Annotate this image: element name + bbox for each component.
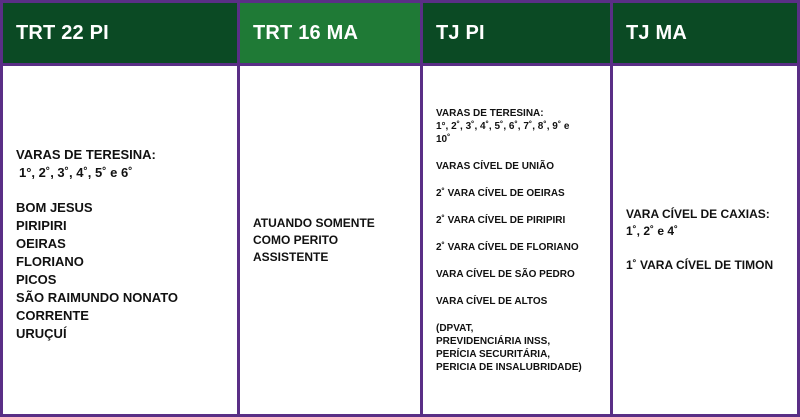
- note-line: PERÍCIA SECURITÁRIA,: [436, 348, 551, 360]
- column-header: TRT 16 MA: [240, 3, 420, 66]
- coverage-table: [3, 3, 797, 414]
- list-item: PICOS: [16, 271, 57, 287]
- column-tj-pi: [423, 3, 613, 414]
- text-line: COMO PERITO: [253, 232, 339, 247]
- note-line: PREVIDENCIÁRIA INSS,: [436, 335, 551, 347]
- list-item: FLORIANO: [16, 253, 84, 269]
- varas-title: VARAS DE TERESINA:: [16, 146, 156, 162]
- vara-title: VARA CÍVEL DE CAXIAS:: [626, 207, 770, 221]
- list-item: VARA CÍVEL DE SÃO PEDRO: [436, 268, 575, 280]
- column-trt-22-pi: [3, 3, 240, 414]
- column-body: [613, 66, 797, 414]
- varas-numbers: 1°, 2˚, 3˚, 4˚, 5˚ e 6˚: [19, 164, 133, 180]
- text-line: ATUANDO SOMENTE: [253, 215, 375, 230]
- list-item: PIRIPIRI: [16, 217, 67, 233]
- note-line: PERICIA DE INSALUBRIDADE): [436, 361, 582, 373]
- list-item: 2˚ VARA CÍVEL DE FLORIANO: [436, 241, 579, 253]
- column-body: [423, 66, 610, 414]
- text-line: ASSISTENTE: [253, 249, 329, 264]
- note-line: (DPVAT,: [436, 322, 474, 334]
- varas-title: VARAS DE TERESINA:: [436, 107, 544, 119]
- varas-numbers: 1°, 2˚, 3˚, 4˚, 5˚, 6˚, 7˚, 8˚, 9˚ e: [436, 120, 570, 132]
- list-item: SÃO RAIMUNDO NONATO: [16, 289, 179, 305]
- varas-numbers: 10˚: [436, 133, 451, 145]
- column-trt-16-ma: [240, 3, 423, 414]
- list-item: CORRENTE: [16, 307, 89, 323]
- list-item: BOM JESUS: [16, 199, 93, 215]
- list-item: VARAS CÍVEL DE UNIÃO: [436, 160, 554, 172]
- column-tj-ma: [613, 3, 797, 414]
- column-body: [240, 66, 420, 414]
- list-item: URUÇUÍ: [16, 325, 67, 341]
- list-item: 2˚ VARA CÍVEL DE PIRIPIRI: [436, 214, 566, 226]
- column-body: [3, 66, 237, 414]
- vara-numbers: 1˚, 2˚ e 4˚: [626, 224, 679, 238]
- list-item: VARA CÍVEL DE ALTOS: [436, 295, 548, 307]
- column-header: TJ MA: [613, 3, 797, 66]
- list-item: 1˚ VARA CÍVEL DE TIMON: [626, 258, 774, 272]
- list-item: OEIRAS: [16, 235, 66, 251]
- column-header: TJ PI: [423, 3, 610, 66]
- list-item: 2˚ VARA CÍVEL DE OEIRAS: [436, 187, 565, 199]
- column-header: TRT 22 PI: [3, 3, 237, 66]
